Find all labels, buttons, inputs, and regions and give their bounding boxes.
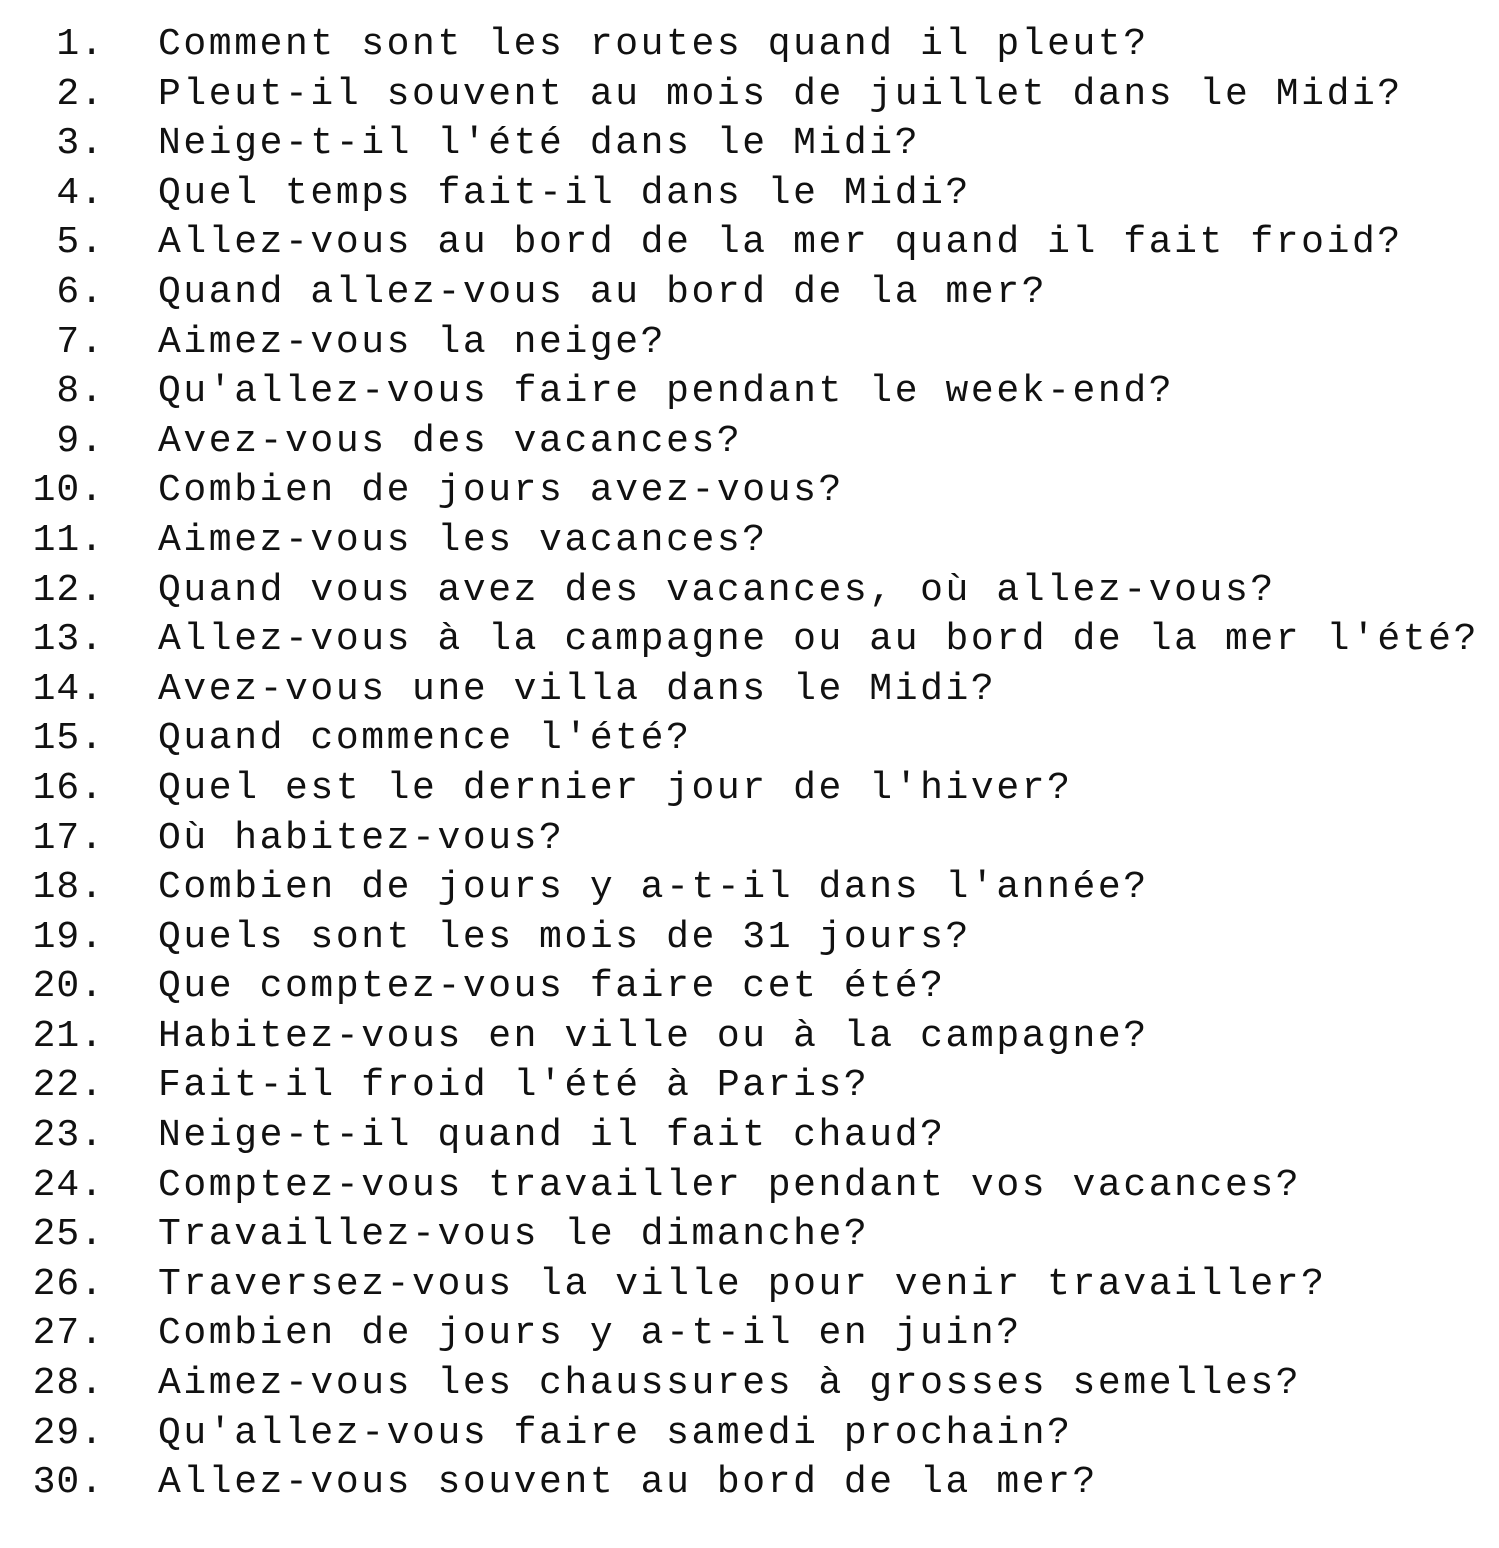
question-item <box>0 367 1499 417</box>
question-item <box>0 1260 1499 1310</box>
question-number: 11. <box>32 518 104 562</box>
question-item <box>0 1210 1499 1260</box>
question-item <box>0 318 1499 368</box>
question-number: 3. <box>56 122 104 166</box>
question-item <box>0 764 1499 814</box>
question-number: 6. <box>56 270 104 314</box>
question-text: Neige-t-il quand il fait chaud? <box>158 1114 946 1158</box>
question-item <box>0 119 1499 169</box>
question-number: 28. <box>32 1362 104 1406</box>
question-item <box>0 20 1499 70</box>
question-item <box>0 417 1499 467</box>
question-text: Combien de jours y a-t-il dans l'année? <box>158 866 1149 910</box>
question-number: 15. <box>32 717 104 761</box>
question-text: Qu'allez-vous faire samedi prochain? <box>158 1411 1073 1455</box>
question-item <box>0 665 1499 715</box>
question-item <box>0 1309 1499 1359</box>
question-number: 27. <box>32 1312 104 1356</box>
question-number: 5. <box>56 221 104 265</box>
question-number: 22. <box>32 1064 104 1108</box>
question-text: Quels sont les mois de 31 jours? <box>158 915 971 959</box>
question-text: Où habitez-vous? <box>158 816 565 860</box>
question-item <box>0 913 1499 963</box>
question-item <box>0 516 1499 566</box>
question-number: 17. <box>32 816 104 860</box>
question-item <box>0 1061 1499 1111</box>
question-number: 16. <box>32 766 104 810</box>
question-number: 8. <box>56 370 104 414</box>
question-list <box>0 20 1499 1508</box>
question-text: Quel est le dernier jour de l'hiver? <box>158 766 1073 810</box>
question-text: Quand vous avez des vacances, où allez-vous? <box>158 568 1276 612</box>
question-text: Avez-vous des vacances? <box>158 419 743 463</box>
question-number: 18. <box>32 866 104 910</box>
question-item <box>0 1409 1499 1459</box>
question-text: Combien de jours avez-vous? <box>158 469 844 513</box>
question-number: 30. <box>32 1461 104 1505</box>
question-number: 23. <box>32 1114 104 1158</box>
question-number: 12. <box>32 568 104 612</box>
question-text: Quel temps fait-il dans le Midi? <box>158 171 971 215</box>
question-number: 4. <box>56 171 104 215</box>
question-text: Aimez-vous les vacances? <box>158 518 768 562</box>
question-text: Aimez-vous les chaussures à grosses semelles? <box>158 1362 1302 1406</box>
question-number: 25. <box>32 1213 104 1257</box>
question-item <box>0 70 1499 120</box>
question-item <box>0 466 1499 516</box>
question-text: Habitez-vous en ville ou à la campagne? <box>158 1014 1149 1058</box>
question-text: Quand allez-vous au bord de la mer? <box>158 270 1048 314</box>
question-text: Neige-t-il l'été dans le Midi? <box>158 122 921 166</box>
question-number: 2. <box>56 72 104 116</box>
question-item <box>0 1012 1499 1062</box>
question-item <box>0 714 1499 764</box>
question-number: 19. <box>32 915 104 959</box>
question-item <box>0 268 1499 318</box>
question-item <box>0 863 1499 913</box>
question-text: Pleut-il souvent au mois de juillet dans le Midi? <box>158 72 1403 116</box>
question-text: Qu'allez-vous faire pendant le week-end? <box>158 370 1175 414</box>
question-item <box>0 1359 1499 1409</box>
question-text: Traversez-vous la ville pour venir travailler? <box>158 1262 1327 1306</box>
question-number: 26. <box>32 1262 104 1306</box>
question-text: Allez-vous souvent au bord de la mer? <box>158 1461 1098 1505</box>
question-number: 14. <box>32 667 104 711</box>
question-item <box>0 1161 1499 1211</box>
question-text: Comptez-vous travailler pendant vos vacances? <box>158 1163 1302 1207</box>
question-item <box>0 169 1499 219</box>
question-number: 13. <box>32 618 104 662</box>
question-item <box>0 962 1499 1012</box>
question-text: Aimez-vous la neige? <box>158 320 667 364</box>
question-text: Allez-vous à la campagne ou au bord de la mer l'été? <box>158 618 1479 662</box>
question-text: Comment sont les routes quand il pleut? <box>158 23 1149 66</box>
question-text: Avez-vous une villa dans le Midi? <box>158 667 997 711</box>
question-number: 7. <box>56 320 104 364</box>
question-number: 21. <box>32 1014 104 1058</box>
question-text: Que comptez-vous faire cet été? <box>158 965 946 1009</box>
question-text: Combien de jours y a-t-il en juin? <box>158 1312 1022 1356</box>
question-item <box>0 1458 1499 1508</box>
question-item <box>0 1111 1499 1161</box>
question-number: 9. <box>56 419 104 463</box>
question-text: Fait-il froid l'été à Paris? <box>158 1064 870 1108</box>
question-item <box>0 814 1499 864</box>
question-text: Quand commence l'été? <box>158 717 692 761</box>
question-text: Allez-vous au bord de la mer quand il fait froid? <box>158 221 1403 265</box>
question-item <box>0 218 1499 268</box>
question-item <box>0 566 1499 616</box>
question-number: 10. <box>32 469 104 513</box>
question-number: 24. <box>32 1163 104 1207</box>
question-number: 20. <box>32 965 104 1009</box>
question-text: Travaillez-vous le dimanche? <box>158 1213 870 1257</box>
question-item <box>0 615 1499 665</box>
question-number: 29. <box>32 1411 104 1455</box>
question-number: 1. <box>56 23 104 66</box>
